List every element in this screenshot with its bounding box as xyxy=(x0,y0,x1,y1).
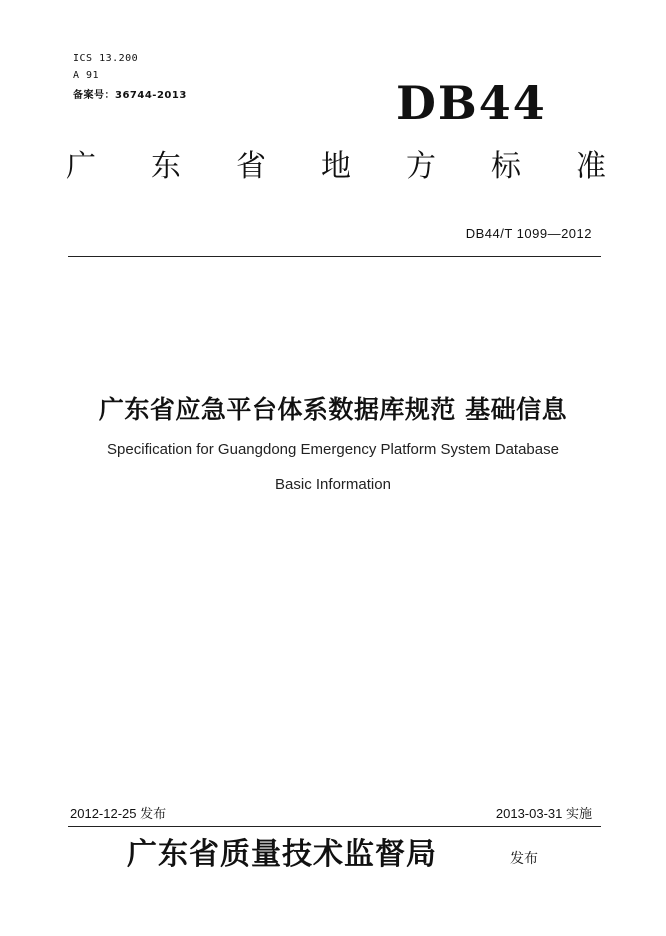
standard-number: DB44/T 1099—2012 xyxy=(465,226,592,241)
publisher-suffix: 发布 xyxy=(510,851,538,867)
standard-type-char: 地 xyxy=(321,149,351,184)
standard-type-char: 东 xyxy=(151,149,181,184)
standard-type-char: 方 xyxy=(406,149,436,184)
standard-type-char: 标 xyxy=(491,149,521,184)
top-divider xyxy=(68,256,601,257)
document-subtitle-english: Basic Information xyxy=(275,476,391,493)
standard-type-char: 准 xyxy=(576,149,606,184)
implementation-date: 2013-03-31 实施 xyxy=(495,806,592,821)
issue-date: 2012-12-25 发布 xyxy=(70,806,167,821)
document-title-english: Specification for Guangdong Emergency Platform System Database xyxy=(107,441,559,458)
record-number: 备案号：36744-2013 xyxy=(73,90,187,101)
bottom-divider xyxy=(68,826,601,827)
standard-type-heading xyxy=(66,149,606,184)
standard-type-char: 广 xyxy=(66,149,96,184)
document-title-chinese: 广东省应急平台体系数据库规范 基础信息 xyxy=(98,395,568,424)
publisher-name: 广东省质量技术监督局 xyxy=(127,837,437,872)
category-code: A 91 xyxy=(73,70,100,81)
ics-code: ICS 13.200 xyxy=(73,53,139,64)
standard-type-char: 省 xyxy=(236,149,266,184)
standard-code-logo: DB44 xyxy=(396,76,547,130)
